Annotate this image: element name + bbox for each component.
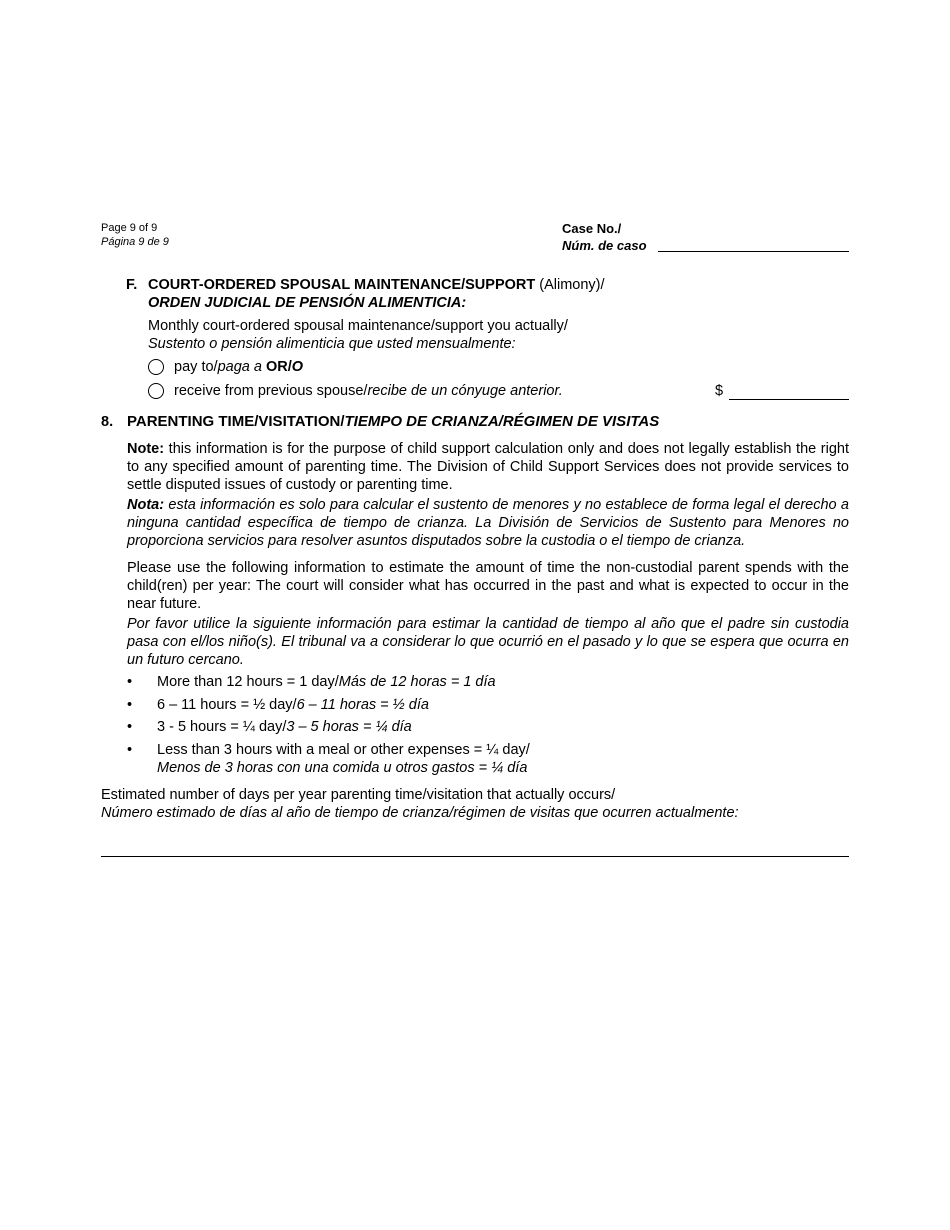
option-or: OR/ xyxy=(261,359,292,375)
page-number xyxy=(101,221,169,249)
section-f-title-en: COURT-ORDERED SPOUSAL MAINTENANCE/SUPPORT xyxy=(148,277,536,293)
bullet-es: Más de 12 horas = 1 día xyxy=(338,674,496,690)
bullet-en: More than 12 hours = 1 day/ xyxy=(157,674,339,690)
pay-radio[interactable] xyxy=(148,359,164,375)
estimate-label-es: Número estimado de días al año de tiempo de crianza/régimen de visitas que ocurren actualmente: xyxy=(101,805,739,821)
section-f-title-suffix: (Alimony)/ xyxy=(535,277,605,293)
option-receive-en: receive from previous spouse/ xyxy=(174,383,368,399)
bullet: • xyxy=(127,674,133,690)
receive-radio[interactable] xyxy=(148,383,164,399)
option-or-es: O xyxy=(291,359,304,375)
section-8-title-es: TIEMPO DE CRIANZA/RÉGIMEN DE VISITAS xyxy=(344,413,660,430)
page-number-es: Página 9 de 9 xyxy=(101,236,169,248)
section-8-title xyxy=(127,413,659,431)
case-label-es: Núm. de caso xyxy=(562,238,647,253)
bullet: • xyxy=(127,719,133,735)
bullet-es: 6 – 11 horas = ½ día xyxy=(296,697,429,713)
estimate-field[interactable] xyxy=(101,838,849,857)
section-f-prompt-es: Sustento o pensión alimenticia que usted mensualmente: xyxy=(148,336,516,352)
case-label-en: Case No./ xyxy=(562,221,622,236)
amount-field[interactable] xyxy=(729,382,849,400)
bullet-es: 3 – 5 horas = ¼ día xyxy=(286,719,412,735)
section-8-title-en: PARENTING TIME/VISITATION/ xyxy=(127,413,345,430)
bullet-en: Less than 3 hours with a meal or other expenses = ¼ day/ xyxy=(157,742,530,758)
page-number-en: Page 9 of 9 xyxy=(101,222,158,234)
bullet-en: 3 - 5 hours = ¼ day/ xyxy=(157,719,287,735)
case-number-field[interactable] xyxy=(658,234,849,252)
bullet-en: 6 – 11 hours = ½ day/ xyxy=(157,697,297,713)
section-f-letter: F. xyxy=(126,277,138,293)
bullet-es: Menos de 3 horas con una comida u otros gastos = ¼ día xyxy=(157,760,528,776)
note-label-en: Note: xyxy=(127,441,165,457)
option-receive-es: recibe de un cónyuge anterior. xyxy=(367,383,563,399)
option-pay-row[interactable] xyxy=(148,358,303,376)
option-receive-row[interactable] xyxy=(148,382,563,400)
note-text-en: this information is for the purpose of child support calculation only and does not legally establish the right to any specified amount of parenting time. The Division of Child Support Services does not provide services to settle disputed issues of custody or parenting time. xyxy=(127,441,849,493)
dollar-sign: $ xyxy=(715,383,724,399)
option-pay-es: paga a xyxy=(217,359,262,375)
section-8-number: 8. xyxy=(101,414,114,430)
option-pay-en: pay to/ xyxy=(174,359,218,375)
note-text-es: esta información es solo para calcular el sustento de menores y no establece de forma legal el derecho a ninguna cantidad específica de tiempo de crianza. La División de Servicios de Sustento para Menores no proporciona servicios para resolver asuntos disputados sobre la custodia o el tiempo de crianza. xyxy=(127,497,849,549)
note-en xyxy=(127,440,849,494)
instructions-en: Please use the following information to estimate the amount of time the non-custodial parent spends with the child(ren) per year: The court will consider what has occurred in the past and what is expected to occur in the near future. xyxy=(127,560,849,612)
instructions-es: Por favor utilice la siguiente información para estimar la cantidad de tiempo al año que el padre sin custodia pasa con el/los niño(s). El tribunal va a considerar lo que ocurrió en el pasado y lo que se espera que ocurra en un futuro cercano. xyxy=(127,616,849,668)
note-es xyxy=(127,496,849,550)
section-f-title xyxy=(148,276,605,294)
bullet: • xyxy=(127,697,133,713)
section-f-title-es: ORDEN JUDICIAL DE PENSIÓN ALIMENTICIA: xyxy=(148,295,467,311)
section-f-prompt-en: Monthly court-ordered spousal maintenance/support you actually/ xyxy=(148,318,568,334)
note-label-es: Nota: xyxy=(127,497,165,513)
estimate-label-en: Estimated number of days per year parenting time/visitation that actually occurs/ xyxy=(101,787,616,803)
bullet: • xyxy=(127,742,133,758)
case-number-label xyxy=(562,220,647,254)
